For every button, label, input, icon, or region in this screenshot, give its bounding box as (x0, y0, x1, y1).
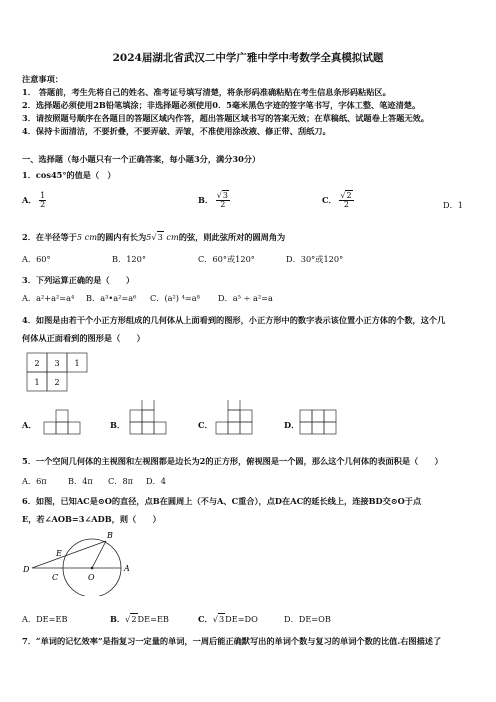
label-O: O (88, 573, 95, 582)
q6-circle-figure (18, 526, 148, 596)
q4-option-b-label: B． (110, 420, 126, 430)
label-A: A (124, 564, 130, 573)
grid-cell: 1 (34, 378, 40, 387)
q4-option-d-figure (298, 404, 348, 436)
q4-option-d-label: D． (284, 420, 300, 430)
q5-option-d: D．4 (146, 476, 166, 486)
q4-line-2: 何体从正面看到的图形是（ ） (22, 333, 145, 343)
q5-option-b: B．4π (68, 476, 93, 486)
q1-option-c: C． $\frac{√2}{2}$ (322, 191, 352, 210)
q6-option-b: B．√2DE=EB (110, 614, 169, 624)
q3-option-d: D．a⁵ ÷ a²=a (218, 293, 273, 303)
q4-line-1: 4．如图是由若干个小正方形组成的几何体从上面看到的图形，小正方形中的数字表示该位置小正方体的个数，这个几 (22, 315, 446, 325)
q4-top-view-grid (24, 350, 99, 395)
q6-option-a: A．DE=EB (22, 614, 68, 624)
q1-stem: 1．cos45°的值是（ ） (22, 170, 116, 180)
label-E: E (56, 549, 62, 558)
q6-option-c: C．√3DE=DO (198, 614, 258, 624)
q1-option-d: D．1 (443, 200, 463, 210)
grid-cell: 2 (54, 378, 60, 387)
notes-heading: 注意事项： (22, 74, 63, 84)
q2-option-c: C．60°或120° (198, 254, 255, 264)
q4-option-c-figure (214, 400, 264, 436)
note-2: 2．选择题必须使用2B铅笔填涂；非选择题必须使用0．5毫米黑色字迹的签字笔书写，字体工整、笔迹清楚。 (22, 100, 421, 110)
q2-stem: 2．在半径等于5 cm的圆内有长为5√3 cm的弦，则此弦所对的圆周角为 (22, 232, 286, 242)
exam-title: 2024届湖北省武汉二中学广雅中学中考数学全真模拟试题 (112, 52, 384, 64)
q6-option-d: D．DE=OB (284, 614, 331, 624)
note-1: 1． 答题前，考生先将自己的姓名、准考证号填写清楚，将条形码准确粘贴在考生信息条形码粘贴区。 (22, 87, 391, 97)
q6-line-1: 6．如图，已知AC是⊙O的直径，点B在圆周上（不与A、C重合），点D在AC的延长线上，连接BD交⊙O于点 (22, 496, 422, 506)
label-B: B (107, 531, 113, 540)
q5-option-a: A．6π (22, 476, 47, 486)
q3-option-b: B．a³•a²=a⁶ (86, 293, 137, 303)
q3-option-a: A．a²+a²=a⁴ (22, 293, 75, 303)
label-D: D (23, 565, 30, 574)
note-3: 3．请按照题号顺序在各题目的答题区域内作答，超出答题区域书写的答案无效；在草稿纸、试题卷上答题无效。 (22, 113, 429, 123)
q2-option-a: A．60° (22, 254, 51, 264)
q2-option-b: B．120° (112, 254, 146, 264)
q4-option-a-figure (42, 404, 92, 436)
q4-option-b-figure (128, 400, 178, 436)
q6-line-2: E，若∠AOB=3∠ADB，则（ ） (22, 514, 161, 524)
q1-option-b: B． $\frac{√3}{2}$ (198, 191, 228, 210)
grid-cell: 2 (34, 359, 40, 368)
q7-line-1: 7．“单词的记忆效率”是指复习一定量的单词，一周后能正确默写出的单词个数与复习的单词个数的比值.右图描述了 (22, 636, 442, 646)
label-C: C (52, 573, 59, 582)
q3-stem: 3．下列运算正确的是（ ） (22, 275, 135, 285)
q5-stem: 5．一个空间几何体的主视图和左视图都是边长为2的正方形，俯视图是一个圆，那么这个几何体的表面积是（ ） (22, 456, 443, 466)
q1-option-a: A． $\frac{1}{2}$ (22, 191, 46, 210)
q2-option-d: D．30°或120° (286, 254, 344, 264)
q5-option-c: C．8π (108, 476, 134, 486)
grid-cell: 1 (74, 359, 80, 368)
q4-option-c-label: C． (198, 420, 213, 430)
section-heading: 一、选择题（每小题只有一个正确答案，每小题3分，满分30分） (22, 154, 261, 164)
q3-option-c: C．(a²) ⁴=a⁸ (150, 293, 200, 303)
note-4: 4．保持卡面清洁，不要折叠，不要弄破、弄皱，不准使用涂改液、修正带、刮纸刀。 (22, 126, 331, 136)
grid-cell: 3 (54, 359, 60, 368)
q4-option-a-label: A． (22, 420, 37, 430)
